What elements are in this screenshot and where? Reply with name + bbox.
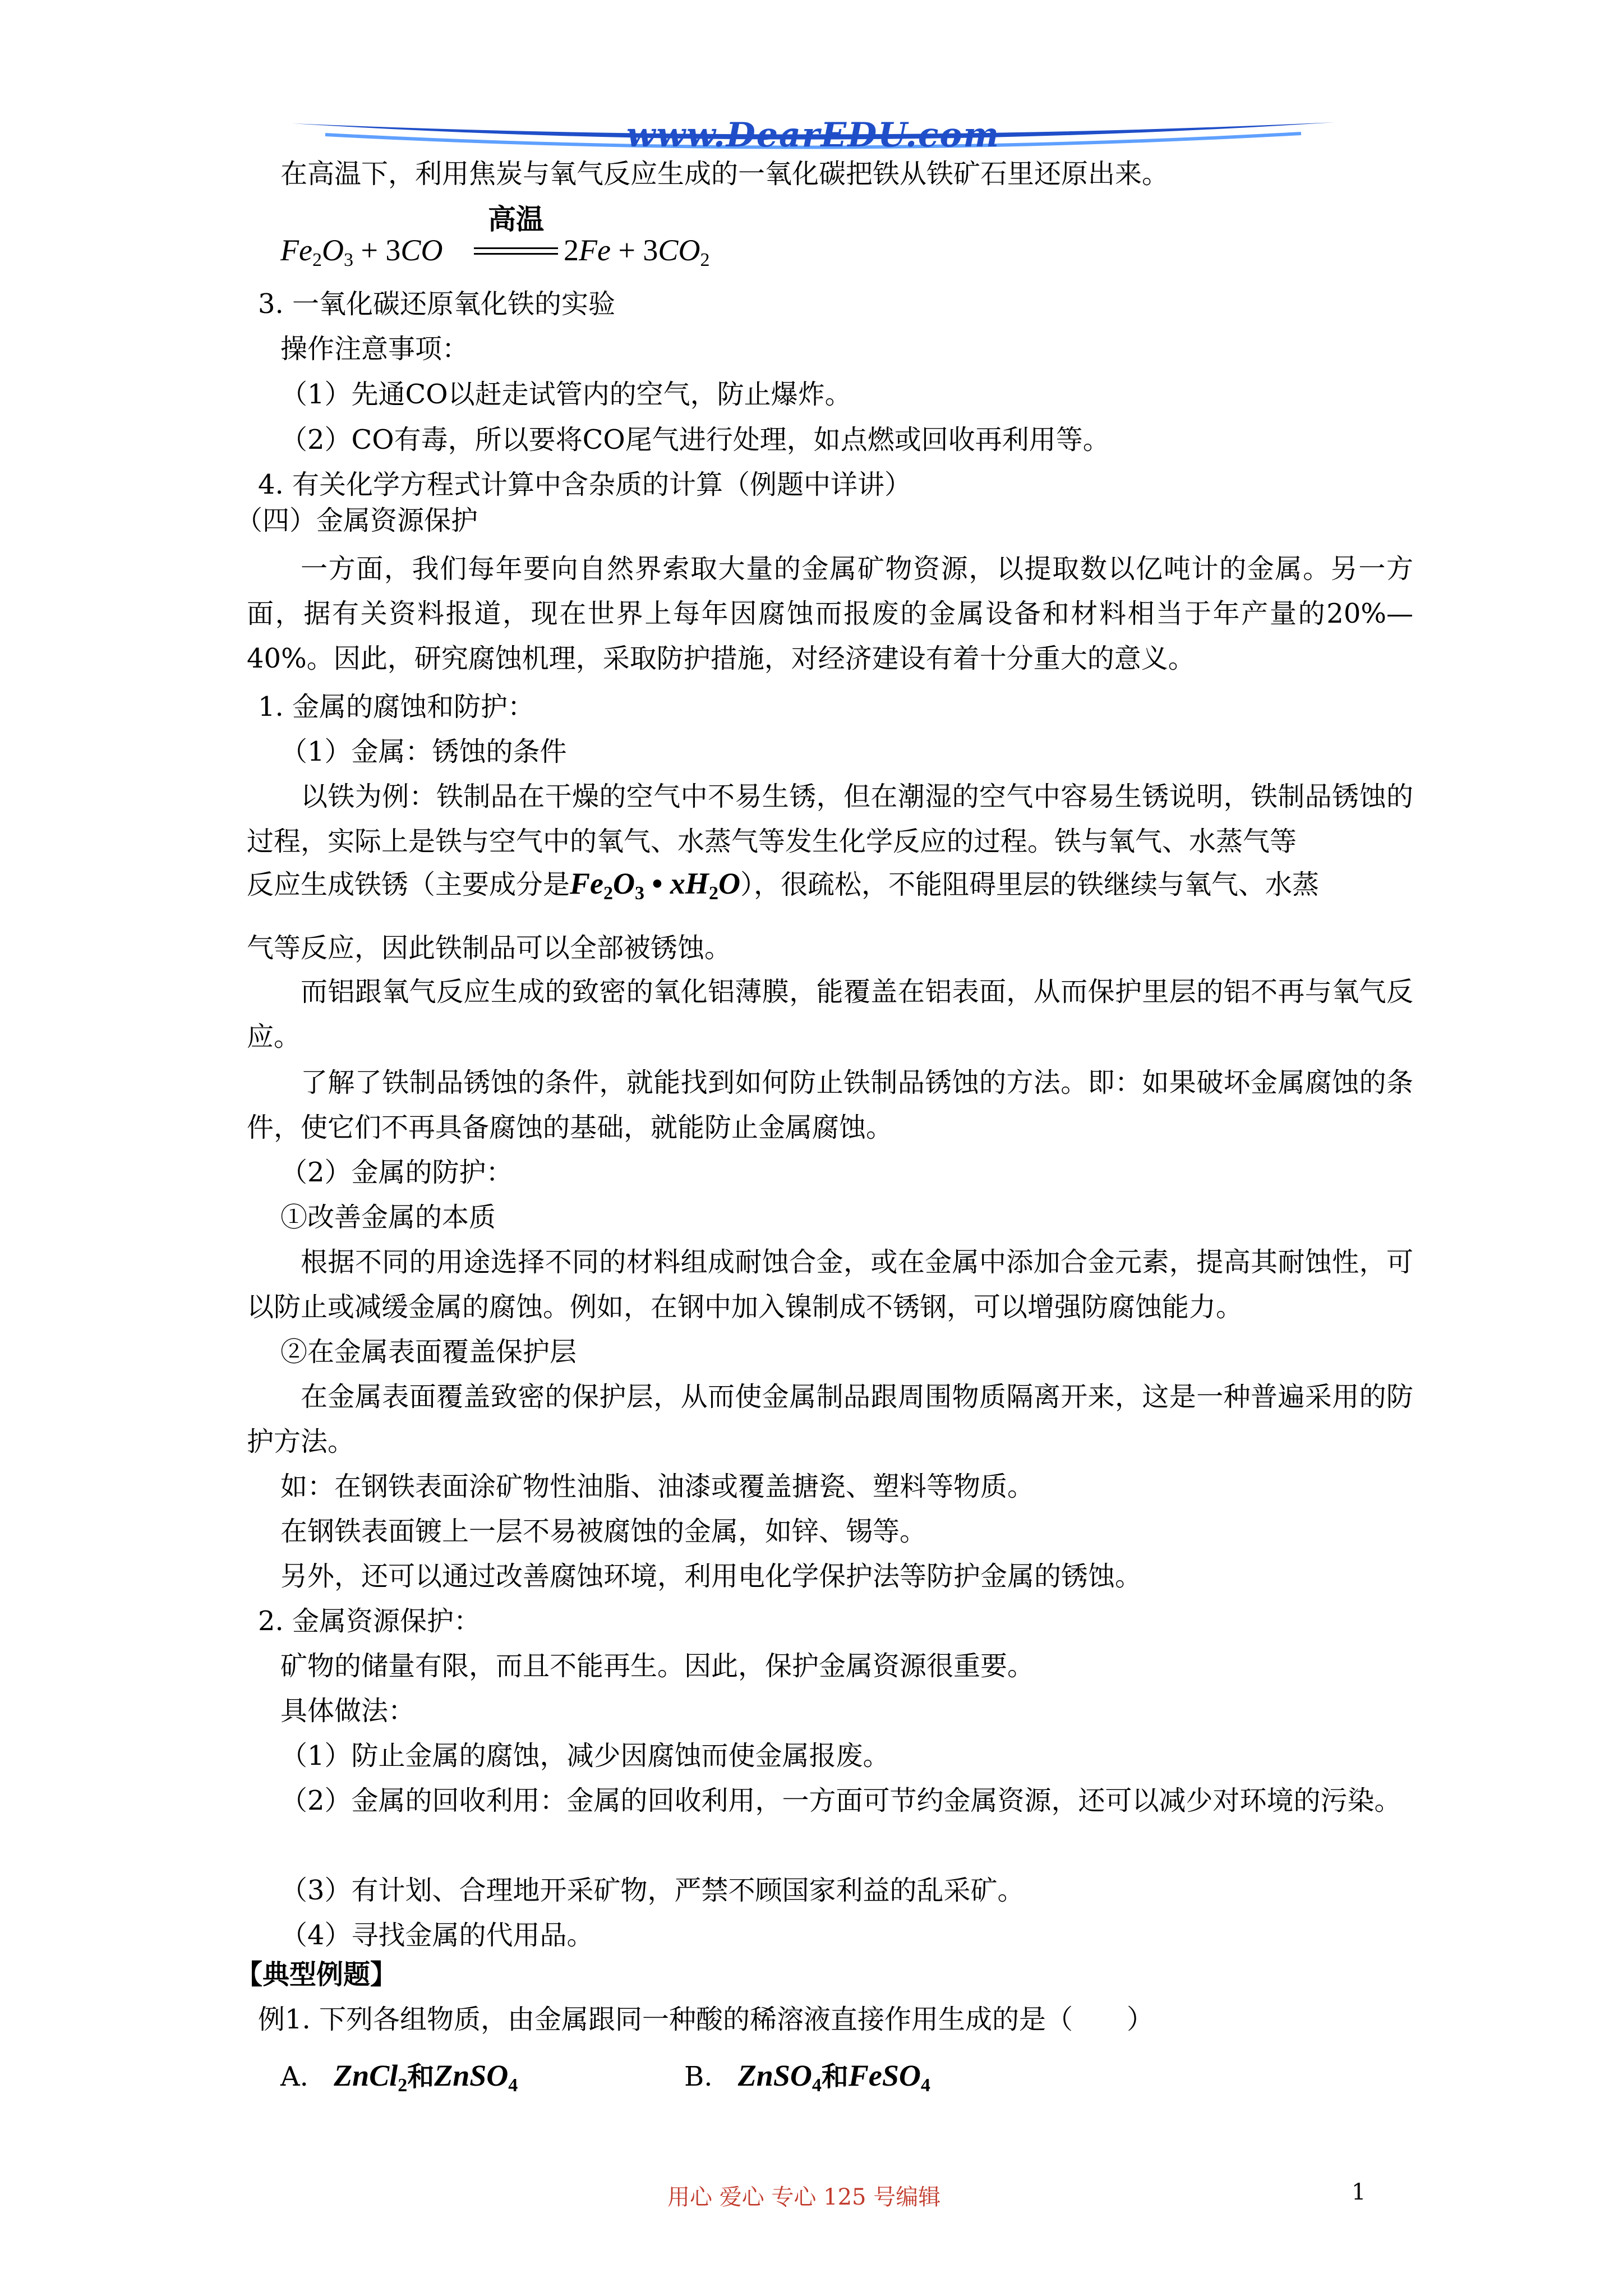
paragraph: 以铁为例：铁制品在干燥的空气中不易生锈，但在潮湿的空气中容易生锈说明，铁制品锈蚀的过程，实际上是铁与空气中的氧气、水蒸气等发生化学反应的过程。铁与氧气、水蒸气等 xyxy=(247,781,1413,857)
text-line: 在高温下，利用焦炭与氧气反应生成的一氧化碳把铁从铁矿石里还原出来。 xyxy=(280,158,1169,190)
text-line: 另外，还可以通过改善腐蚀环境，利用电化学保护法等防护金属的锈蚀。 xyxy=(280,1561,1142,1592)
question-text: 例1. 下列各组物质，由金属跟同一种酸的稀溶液直接作用生成的是（ ） xyxy=(258,2004,1154,2035)
text-line: 如：在钢铁表面涂矿物性油脂、油漆或覆盖搪瓷、塑料等物质。 xyxy=(280,1471,1035,1502)
page-number: 1 xyxy=(1352,2179,1366,2205)
text-line: 3. 一氧化碳还原氧化铁的实验 xyxy=(258,288,616,320)
text-line: （2）金属的防护： xyxy=(280,1157,513,1188)
paragraph: 根据不同的用途选择不同的材料组成耐蚀合金，或在金属中添加合金元素，提高其耐蚀性，可以防止或减缓金属的腐蚀。例如，在钢中加入镍制成不锈钢，可以增强防腐蚀能力。 xyxy=(247,1246,1413,1323)
text-line: （1）先通CO以赶走试管内的空气，防止爆炸。 xyxy=(280,379,852,410)
text-line: 4. 有关化学方程式计算中含杂质的计算（例题中详讲） xyxy=(258,469,912,500)
text-line: 矿物的储量有限，而且不能再生。因此，保护金属资源很重要。 xyxy=(280,1650,1035,1682)
text-line: 具体做法： xyxy=(280,1695,416,1727)
text-line: （1）金属：锈蚀的条件 xyxy=(280,736,567,767)
option-a[interactable]: A. ZnCl$_2$和ZnSO$_4$ xyxy=(280,2059,518,2096)
text-line: （4）寻找金属的代用品。 xyxy=(280,1920,594,1951)
paragraph: 在金属表面覆盖致密的保护层，从而使金属制品跟周围物质隔离开来，这是一种普遍采用的防护方法。 xyxy=(247,1381,1413,1457)
paragraph: 而铝跟氧气反应生成的致密的氧化铝薄膜，能覆盖在铝表面，从而保护里层的铝不再与氧气反应。 xyxy=(247,976,1413,1052)
equation-condition: 高温 xyxy=(488,203,544,236)
text-line: ①改善金属的本质 xyxy=(280,1202,496,1233)
section-heading: （四）金属资源保护 xyxy=(236,505,478,536)
footer-note: 用心 爱心 专心 125 号编辑 xyxy=(667,2184,941,2210)
rust-formula: $Fe_2O_3$ • $xH_2O$ xyxy=(570,867,740,904)
text-line: 2. 金属资源保护： xyxy=(258,1605,481,1637)
text-line: （2）CO有毒，所以要将CO尾气进行处理，如点燃或回收再利用等。 xyxy=(280,424,1110,455)
document-page: www.DearEDU.com 在高温下，利用焦炭与氧气反应生成的一氧化碳把铁从铁矿石里还原出来。 $Fe_2O_3 + 3CO$ 高温 $2Fe + 3CO_2$ 3. 一氧化碳还原氧化铁的实验 操作注意事项： （1）先通CO以赶走试管内的空气，防止爆炸。 （2）CO有毒，所以要将CO尾气进行处理，如点燃或回收再利用等。 4. 有关化学方程式计算中含杂质的计算（例题中详讲） （四）金属资源保护 一方面，我们每年要向自然界索取大量的金属矿物资源，以提取数以亿吨计的金属。另一方面，据有关资料报道，现在世界上每年因腐蚀而报废的金属设备和材料相当于年产量的20%—40%。因此，研究腐蚀机理，采取防护措施，对经济建设有着十分重大的意义。 1. 金属的腐蚀和防护： （1）金属：锈蚀的条件 以铁为例：铁制品在干燥的空气中不易生锈，但在潮湿的空气中容易生锈说明，铁制品锈蚀的过程，实际上是铁与空气中的氧气、水蒸气等发生化学反应的过程。铁与氧气、水蒸气等 反应生成铁锈（主要成分是$Fe_2O_3$ • $xH_2O$），很疏松，不能阻碍里层的铁继续与氧气、水蒸 气等反应，因此铁制品可以全部被锈蚀。 而铝跟氧气反应生成的致密的氧化铝薄膜，能覆盖在铝表面，从而保护里层的铝不再与氧气反应。 了解了铁制品锈蚀的条件，就能找到如何防止铁制品锈蚀的方法。即：如果破坏金属腐蚀的条件，使它们不再具备腐蚀的基础，就能防止金属腐蚀。 （2）金属的防护： ①改善金属的本质 根据不同的用途选择不同的材料组成耐蚀合金，或在金属中添加合金元素，提高其耐蚀性，可以防止或减缓金属的腐蚀。例如，在钢中加入镍制成不锈钢，可以增强防腐蚀能力。 ②在金属表面覆盖保护层 在金属表面覆盖致密的保护层，从而使金属制品跟周围物质隔离开来，这是一种普遍采用的防护方法。 如：在钢铁表面涂矿物性油脂、油漆或覆盖搪瓷、塑料等物质。 在钢铁表面镀上一层不易被腐蚀的金属，如锌、锡等。 另外，还可以通过改善腐蚀环境，利用电化学保护法等防护金属的锈蚀。 2. 金属资源保护： 矿物的储量有限，而且不能再生。因此，保护金属资源很重要。 具体做法： （1）防止金属的腐蚀，减少因腐蚀而使金属报废。 （2）金属的回收利用：金属的回收利用，一方面可节约金属资源，还可以减少对环境的污染。 （3）有计划、合理地开采矿物，严禁不顾国家利益的乱采矿。 （4）寻找金属的代用品。 【典型例题】 例1. 下列各组物质，由金属跟同一种酸的稀溶液直接作用生成的是（ ） A. ZnCl$_2$和ZnSO$_4$ B. ZnSO$_4$和FeSO$_4$ 用心 爱心 专心 125 号编辑 1 xyxy=(0,0,1623,2296)
text-line: 气等反应，因此铁制品可以全部被锈蚀。 xyxy=(247,932,732,964)
text-line: 1. 金属的腐蚀和防护： xyxy=(258,691,535,723)
text-line: （1）防止金属的腐蚀，减少因腐蚀而使金属报废。 xyxy=(280,1740,890,1772)
option-b[interactable]: B. ZnSO$_4$和FeSO$_4$ xyxy=(684,2059,930,2096)
paragraph: （2）金属的回收利用：金属的回收利用，一方面可节约金属资源，还可以减少对环境的污染。 xyxy=(280,1785,1401,1816)
text-line: （3）有计划、合理地开采矿物，严禁不顾国家利益的乱采矿。 xyxy=(280,1875,1025,1906)
text-line-with-formula: 反应生成铁锈（主要成分是$Fe_2O_3$ • $xH_2O$），很疏松，不能阻碍里层的铁继续与氧气、水蒸 xyxy=(247,867,1319,904)
paragraph: 一方面，我们每年要向自然界索取大量的金属矿物资源，以提取数以亿吨计的金属。另一方面，据有关资料报道，现在世界上每年因腐蚀而报废的金属设备和材料相当于年产量的20%—40%。因此，研究腐蚀机理，采取防护措施，对经济建设有着十分重大的意义。 xyxy=(247,553,1413,674)
paragraph: 了解了铁制品锈蚀的条件，就能找到如何防止铁制品锈蚀的方法。即：如果破坏金属腐蚀的条件，使它们不再具备腐蚀的基础，就能防止金属腐蚀。 xyxy=(247,1067,1413,1143)
text-line: ②在金属表面覆盖保护层 xyxy=(280,1336,577,1368)
site-url[interactable]: www.DearEDU.com xyxy=(626,116,1000,155)
text-line: 在钢铁表面镀上一层不易被腐蚀的金属，如锌、锡等。 xyxy=(280,1516,927,1547)
section-heading-examples: 【典型例题】 xyxy=(236,1959,398,1990)
text-line: 操作注意事项： xyxy=(280,333,469,365)
